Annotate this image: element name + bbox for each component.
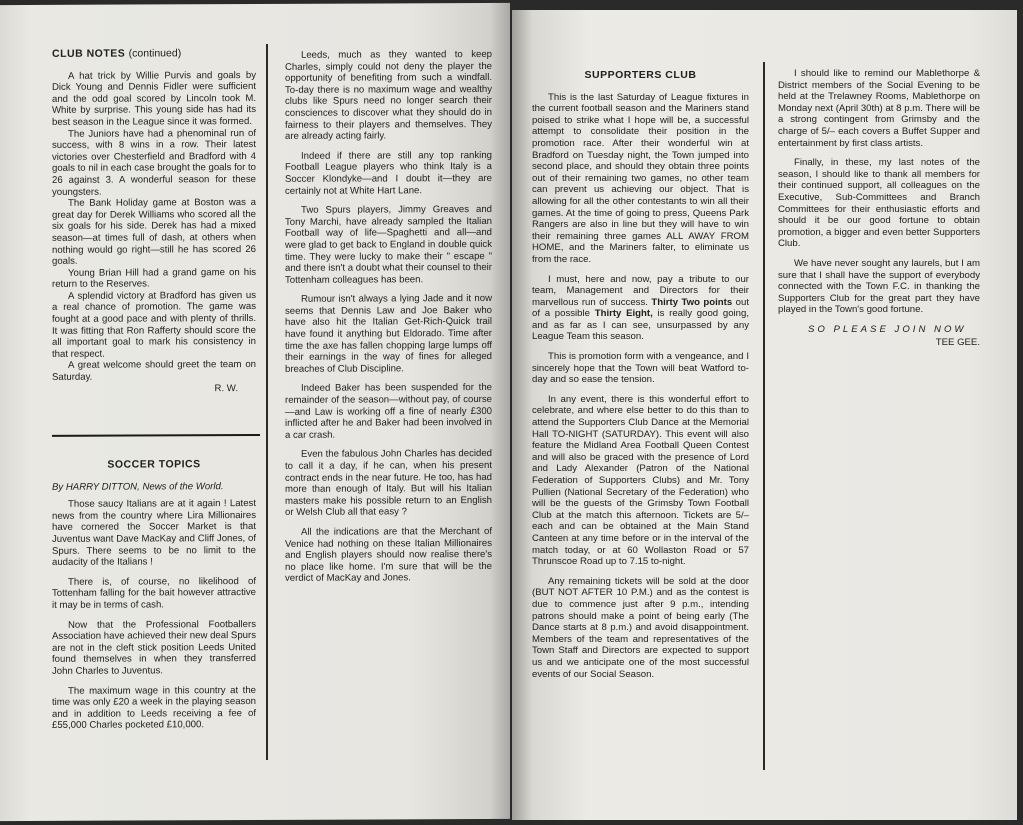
supporters-club-column	[532, 70, 749, 688]
supporters-club-paragraph: This is promotion form with a vengeance, and I sincerely hope that the Town will beat Watford to-day and so ease the tension.	[532, 351, 749, 386]
club-notes-title: CLUB NOTES	[52, 47, 126, 60]
soccer-topics-heading: SOCCER TOPICS	[107, 458, 201, 471]
soccer-topics-paragraph: Leeds, much as they wanted to keep Charles, simply could not deny the player the opportunity of benefiting from such a windfall. To-day there is no maximum wage and wealthy clubs like Spurs need no longer search their consciences to discover what they should do in fairness to their players and themselves. They are already acting fairly.	[285, 48, 492, 143]
soccer-topics-paragraph: There is, of course, no likelihood of Tottenham falling for the bait however attractive it may be in terms of cash.	[52, 575, 256, 611]
left-page	[0, 3, 510, 821]
column-rule	[266, 44, 268, 760]
soccer-topics-paragraph: Now that the Professional Footballers Association have achieved their new deal Spurs are not in the cleft stick position Leeds United found themselves in when they transferred John Charles to Juventus.	[52, 618, 256, 677]
join-now-slogan: SO PLEASE JOIN NOW	[808, 323, 967, 335]
tribute-text: out of a possible	[532, 296, 749, 320]
soccer-topics-paragraph: The maximum wage in this country at the time was only £20 a week in the playing season and in addition to Leeds receiving a fee of £55,000 Charles pocketed £10,000.	[52, 684, 256, 732]
soccer-topics-paragraph: Even the fabulous John Charles has decided to call it a day, if he can, when his present contract ends in the near future. He too, has had more than enough of Italy. But will his Italian masters make his possible return to an English or Welsh Club all that easy ?	[285, 448, 492, 519]
club-notes-paragraph: The Bank Holiday game at Boston was a great day for Derek Williams who scored all the six goals for his side. Derek has had a mixed season—at times full of dash, at others when nothing would go right—still he has scored 26 goals.	[52, 197, 256, 267]
supporters-club-continued-column	[778, 68, 980, 357]
section-divider	[52, 434, 260, 437]
soccer-topics-paragraph: Indeed if there are still any top ranking Football League players who think Italy is a Soccer Klondyke—and I doubt it—they are certainly not at White Hart Lane.	[285, 149, 492, 197]
club-notes-heading	[52, 48, 256, 60]
soccer-topics-continued-column	[285, 49, 492, 593]
soccer-topics-paragraph: Rumour isn't always a lying Jade and it now seems that Dennis Law and Joe Baker who have also hit the Italian Get-Rich-Quick trail have found it anything but Eldorado. Time after time the axe has fallen chopping large lumps off their earnings in the way of fines for alleged breaches of Club Discipline.	[285, 293, 492, 375]
right-page	[512, 10, 1017, 820]
points-highlight: Thirty Two points	[651, 296, 733, 308]
supporters-club-paragraph: I should like to remind our Mablethorpe & District members of the Social Evening to be held at the Trelawney Rooms, Mablethorpe on Monday next (April 30th) at 8 p.m. There will be a strong contingent from Grimsby and the charge of 5/– each covers a Buffet Supper and entertainment by first class artists.	[778, 68, 980, 149]
column-rule	[763, 62, 765, 770]
club-notes-paragraph: A great welcome should greet the team on Saturday.	[52, 359, 256, 383]
soccer-topics-paragraph: Two Spurs players, Jimmy Greaves and Tony Marchi, have already sampled the Italian Football way of life—Spaghetti and all—and were glad to get back to England in double quick time. They were lucky to make their " escape " and there isn't a doubt what their counsel to their Tottenham colleagues has been.	[285, 204, 492, 286]
supporters-club-tribute-paragraph	[532, 274, 749, 344]
supporters-club-paragraph: Any remaining tickets will be sold at the door (BUT NOT AFTER 10 P.M.) and as the contest is due to commence just after 9 p.m., intending patrons should make a point of being early (The Dance starts at 8 p.m.) and avoid disappointment. Members of the team and representatives of the Town Staff and Directors are expected to support us and we anticipate one of the most successful events of our Social Season.	[532, 575, 749, 680]
club-notes-paragraph: The Juniors have had a phenominal run of success, with 8 wins in a row. Their latest victories over Chesterfield and Bradford with 4 goals to nil in each case brought the goals for to 26 against 3. A wonderful season for these youngsters.	[52, 127, 256, 198]
supporters-club-paragraph: This is the last Saturday of League fixtures in the current football season and the Mariners stand poised to strike what I hope will be, a successful attempt to consolidate their position in the promotion race. After their wonderful win at Bradford on Tuesday night, the Town jumped into second place, and should they obtain three points out of their remaining two games, no other team can prevent us achieving our object. That is allowing for all the other contestants to win all their games. At the time of going to press, Queens Park Rangers are also in line but they will have to win their remaining three games ALL AWAY FROM HOME, and the Mariners falter, to eliminate us from the race.	[532, 91, 749, 265]
tribute-text: I must, here and now, pay a tribute to our team, Management and Directors for their marvellous run of success.	[532, 273, 749, 308]
tribute-text: is really good going, and as far as I can see, unsurpassed by any League Team this season.	[532, 308, 749, 343]
club-notes-paragraph: A splendid victory at Bradford has given us a real chance of promotion. The game was fought at a good pace and with plenty of thrills. It was fitting that Ron Rafferty should score the all important goal to mark his consistency in that respect.	[52, 289, 256, 360]
club-notes-paragraph: Young Brian Hill had a grand game on his return to the Reserves.	[52, 266, 256, 291]
soccer-topics-column	[52, 459, 256, 740]
soccer-topics-paragraph: Indeed Baker has been suspended for the remainder of the season—without pay, of course—and Law is working off a fine of nearly £300 inflicted after he and Baker had been involved in a car crash.	[285, 382, 492, 441]
supporters-club-heading: SUPPORTERS CLUB	[584, 69, 697, 81]
club-notes-signature: R. W.	[214, 382, 238, 394]
supporters-club-paragraph: In any event, there is this wonderful effort to celebrate, and where else better to do this than to attend the Supporters Club Dance at the Memorial Hall TO-NIGHT (SATURDAY). This event will also feature the Midland Area Football Queen Contest and will also be graced with the presence of Lord and Lady Alexander (Patron of the National Federation of Supporters Clubs) and Mr. Tony Pullien (National Secretary of the Federation) who will be the guests of the Grimsby Town Football Club at the match this afternoon. Tickets are 5/– each and can be obtained at the Main Stand Canteen at any time before or in the interval of the match today, or at 60 Wollaston Road or 57 Thrunscoe Road up to 7.15 to-night.	[532, 393, 749, 568]
supporters-club-signature: TEE GEE.	[935, 337, 980, 349]
club-notes-column	[52, 48, 256, 403]
supporters-club-paragraph: Finally, in these, my last notes of the season, I should like to thank all members for their continued support, all colleagues on the Executive, Sub-Committees and Branch Committees for their enthusiastic efforts and should it be our good fortune to obtain promotion, a bigger and even better Supporters Club.	[778, 157, 980, 250]
soccer-topics-paragraph: All the indications are that the Merchant of Venice had nothing on these Italian Millionaires and English players should now realise there's no place like home. I'm sure that will be the verdict of MacKay and Jones.	[285, 525, 492, 585]
possible-points-highlight: Thirty Eight,	[594, 308, 653, 320]
supporters-club-paragraph: We have never sought any laurels, but I am sure that I shall have the support of everybody connected with the Town F.C. in thanking the Supporters Club for the great part they have played in the Town's good fortune.	[778, 257, 980, 316]
soccer-topics-byline: By HARRY DITTON, News of the World.	[52, 480, 224, 493]
club-notes-title-suffix: (continued)	[128, 47, 182, 60]
club-notes-paragraph: A hat trick by Willie Purvis and goals by Dick Young and Dennis Fidler were sufficient and the odd goal scored by Lincoln took M. White by surprise. This young side has had its best season in the League since it was formed.	[52, 69, 256, 128]
soccer-topics-paragraph: Those saucy Italians are at it again ! Latest news from the country where Lira Millionaires have cornered the Soccer Market is that Juventus want Dave MacKay and Cliff Jones, of Spurs. There seems to be no limit to the audacity of the Italians !	[52, 498, 256, 569]
